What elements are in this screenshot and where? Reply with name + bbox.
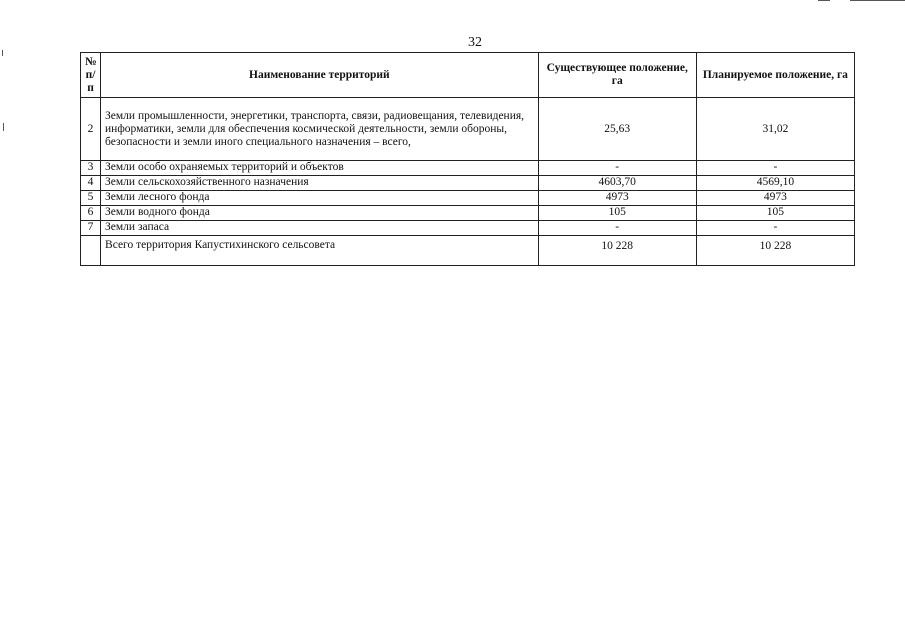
- scan-artifact-line: [850, 0, 905, 1]
- header-num: № п/ п: [81, 53, 101, 98]
- table-row: [81, 176, 855, 191]
- scan-artifact-dot: [2, 50, 3, 56]
- row-existing: -: [538, 161, 696, 176]
- scan-artifact-line: [818, 0, 830, 1]
- row-num: 6: [81, 206, 101, 221]
- row-existing: 4973: [538, 191, 696, 206]
- page-number: 32: [468, 35, 482, 50]
- table-row: [81, 191, 855, 206]
- row-name: Земли сельскохозяйственного назначения: [101, 176, 539, 191]
- row-name: Земли промышленности, энергетики, транспорта, связи, радиовещания, телевидения, информатики, земли для обеспечения космической деятельности, земли обороны, безопасности и земли иного специального назначения – всего,: [101, 98, 539, 161]
- header-planned: Планируемое положение, га: [696, 53, 854, 98]
- table-row: [81, 161, 855, 176]
- row-planned: -: [696, 161, 854, 176]
- row-num: 3: [81, 161, 101, 176]
- row-name: Земли водного фонда: [101, 206, 539, 221]
- row-existing: 105: [538, 206, 696, 221]
- scan-artifact-dot: [3, 123, 4, 131]
- row-num: 5: [81, 191, 101, 206]
- row-name: Земли лесного фонда: [101, 191, 539, 206]
- row-planned: 105: [696, 206, 854, 221]
- row-planned: 31,02: [696, 98, 854, 161]
- table-header-row: [81, 53, 855, 98]
- row-name: Земли запаса: [101, 221, 539, 236]
- row-planned: 10 228: [696, 236, 854, 266]
- row-existing: 25,63: [538, 98, 696, 161]
- row-existing: -: [538, 221, 696, 236]
- row-existing: 10 228: [538, 236, 696, 266]
- row-num: 2: [81, 98, 101, 161]
- row-num: 7: [81, 221, 101, 236]
- header-name: Наименование территорий: [101, 53, 539, 98]
- row-planned: 4973: [696, 191, 854, 206]
- header-existing: Существующее положение, га: [538, 53, 696, 98]
- row-num: 4: [81, 176, 101, 191]
- row-planned: 4569,10: [696, 176, 854, 191]
- row-name: Земли особо охраняемых территорий и объектов: [101, 161, 539, 176]
- table-row: [81, 98, 855, 161]
- table-row: [81, 221, 855, 236]
- table-row: [81, 206, 855, 221]
- row-existing: 4603,70: [538, 176, 696, 191]
- table-total-row: [81, 236, 855, 266]
- row-name: Всего территория Капустихинского сельсовета: [101, 236, 539, 266]
- row-num: [81, 236, 101, 266]
- row-planned: -: [696, 221, 854, 236]
- land-use-table: [80, 52, 855, 266]
